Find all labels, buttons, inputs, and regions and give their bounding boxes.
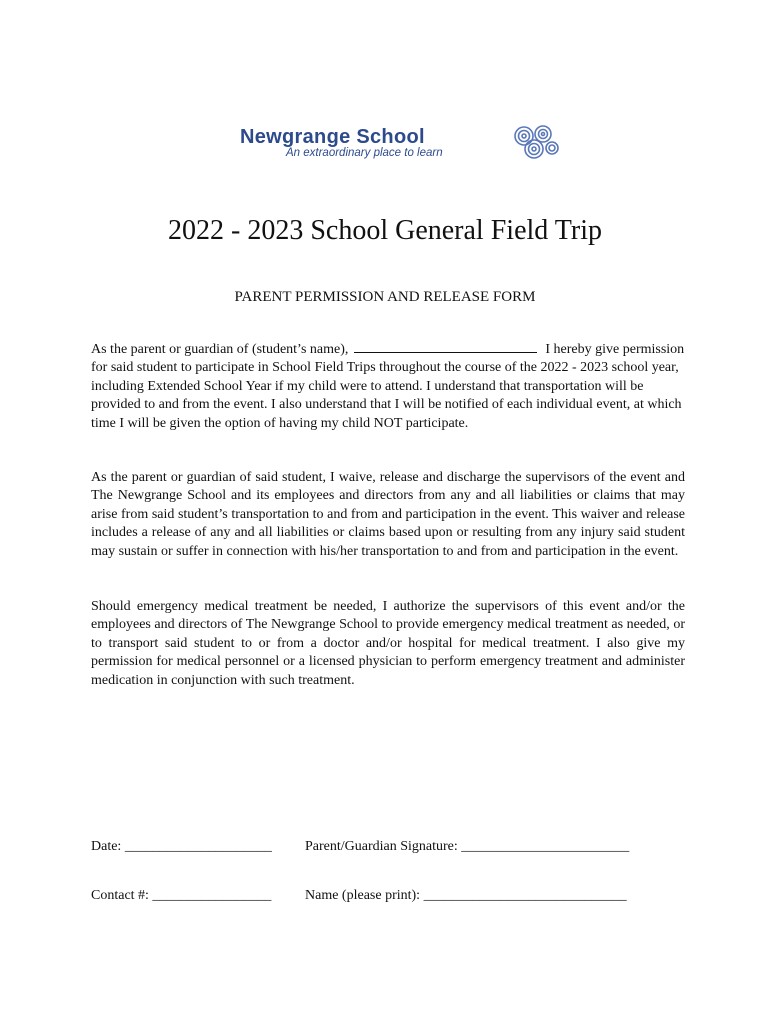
name-print-field[interactable]: Name (please print): _____________________________ (305, 888, 627, 903)
logo-school-name: Newgrange School (240, 126, 425, 148)
school-logo (238, 123, 564, 165)
parent-signature-field[interactable]: Parent/Guardian Signature: ________________________ (305, 839, 630, 854)
logo-tagline: An extraordinary place to learn (286, 147, 443, 159)
signature-row-2 (91, 887, 685, 905)
signature-row-1 (91, 838, 685, 856)
form-subtitle: PARENT PERMISSION AND RELEASE FORM (234, 289, 536, 305)
spiral-emblem-icon (508, 124, 560, 160)
student-name-lead: As the parent or guardian of (student’s name), (91, 342, 349, 357)
form-title: 2022 - 2023 School General Field Trip (168, 215, 602, 246)
contact-field[interactable]: Contact #: _________________ (91, 888, 272, 903)
permission-paragraph (91, 340, 685, 433)
medical-paragraph: Should emergency medical treatment be needed, I authorize the supervisors of this event and/or the employees and directors of The Newgrange School to provide emergency medical treatment as needed, or to transport said student to or from a doctor and/or hospital for medical treatment. I also give my permission for medical personnel or a licensed physician to perform emergency treatment and administer medication in conjunction with such treatment. (91, 599, 685, 688)
permission-body: permission for said student to participate in School Field Trips throughout the course of the 2022 - 2023 school year, including Extended School Year if my child were to attend. I understand that transportation will be provided to and from the event. I also understand that I will be notified of each individual event, at which time I will be given the option of having my child NOT participate. (91, 342, 685, 431)
student-name-trailing: I hereby give (545, 342, 620, 357)
student-name-field[interactable] (354, 340, 537, 353)
date-field[interactable]: Date: _____________________ (91, 839, 272, 854)
waiver-paragraph: As the parent or guardian of said student, I waive, release and discharge the supervisors of the event and The Newgrange School and its employees and directors from any and all liabilities or claims that may arise from said student’s transportation to and from and participation in the event. This waiver and release includes a release of any and all liabilities or claims based upon or resulting from any injury said student may sustain or suffer in connection with his/her transportation to and from and participation in the event. (91, 470, 685, 559)
